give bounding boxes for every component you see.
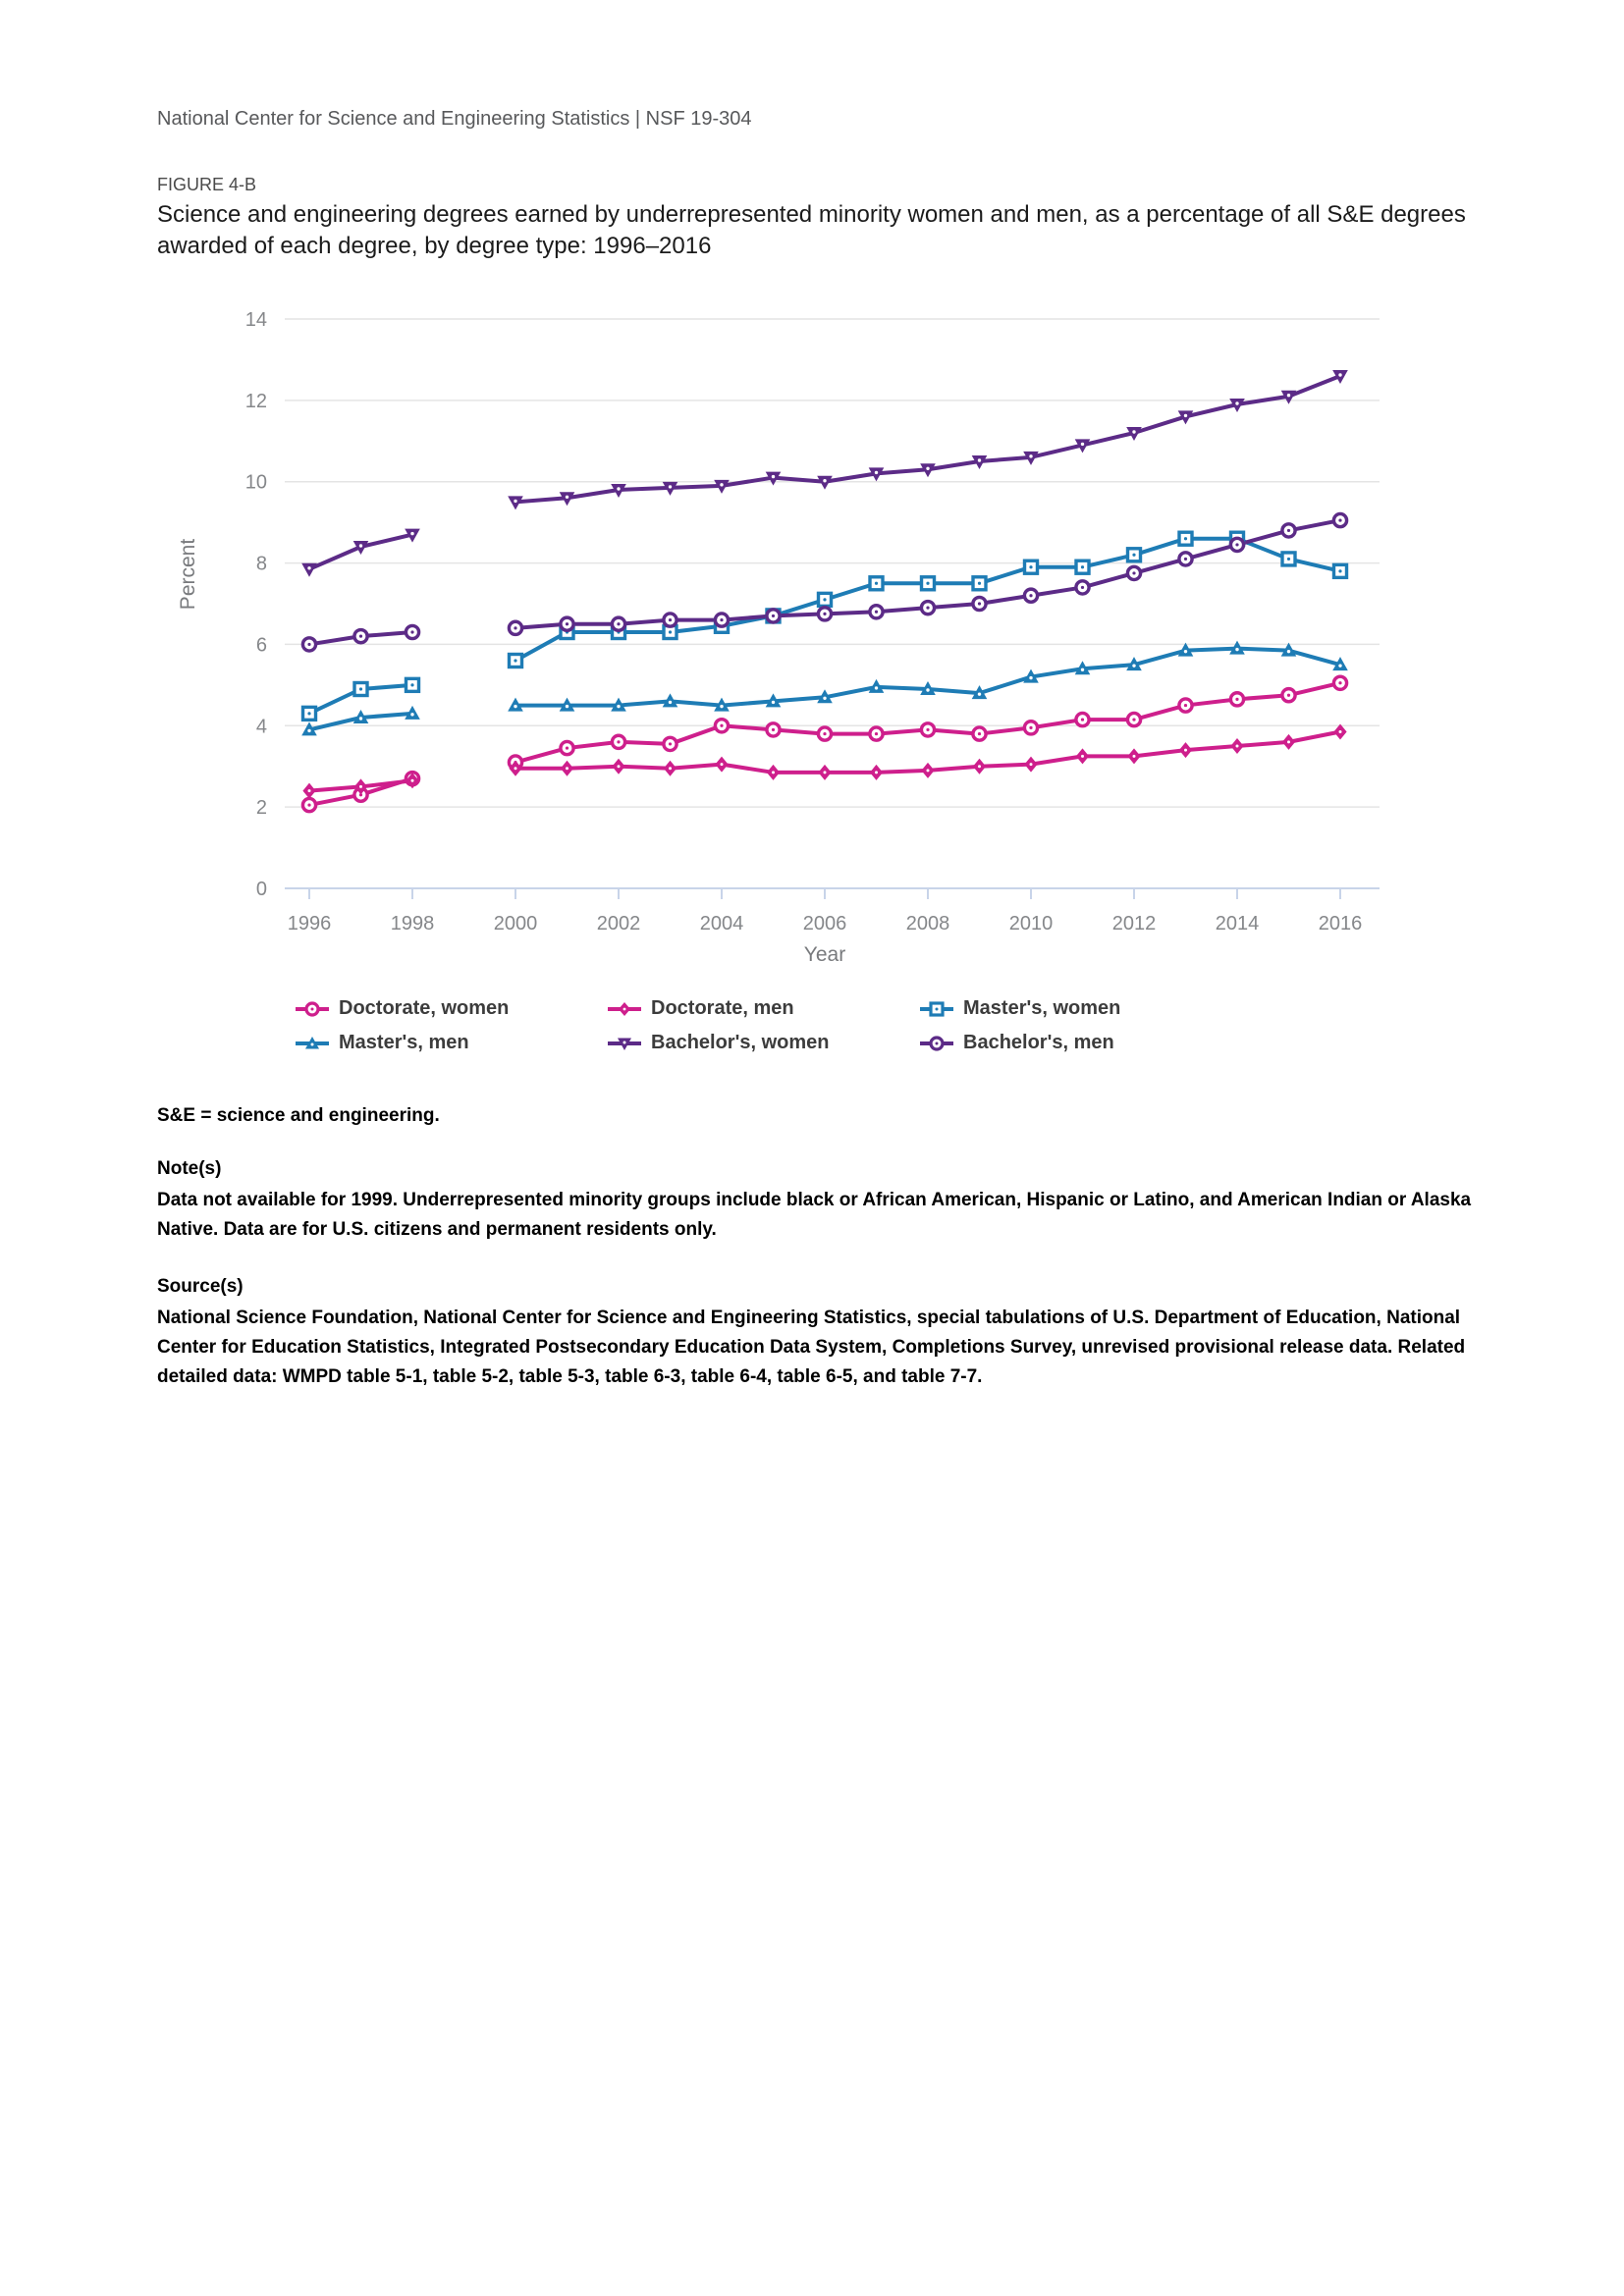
data-point-marker-dot: [669, 630, 672, 633]
data-point-marker-dot: [1132, 718, 1135, 721]
data-point-marker-dot: [823, 598, 826, 601]
data-point-marker-dot: [359, 785, 362, 788]
data-point-marker-dot: [669, 742, 672, 745]
legend-item-bachelor-s-men[interactable]: [919, 1032, 1231, 1054]
report-header: National Center for Science and Engineering Statistics | NSF 19-304: [157, 108, 752, 130]
data-point-marker-dot: [978, 732, 981, 735]
data-point-marker-dot: [926, 728, 929, 731]
figure-label: FIGURE 4-B: [157, 175, 257, 194]
data-point-marker-dot: [926, 467, 929, 470]
data-point-marker-dot: [823, 732, 826, 735]
x-tick-label: 2016: [1318, 913, 1363, 934]
legend-label: Bachelor's, men: [963, 1032, 1114, 1053]
legend-marker-dot: [623, 1041, 626, 1043]
data-point-marker-dot: [359, 687, 362, 690]
data-point-marker-dot: [720, 705, 723, 708]
data-point-marker-dot: [617, 487, 620, 490]
legend-item-master-s-women[interactable]: [919, 997, 1231, 1020]
x-tick-label: 1996: [287, 913, 332, 934]
data-point-marker-dot: [1029, 454, 1032, 457]
data-point-marker-dot: [926, 607, 929, 610]
data-point-marker-dot: [772, 475, 775, 478]
data-point-marker-dot: [1029, 594, 1032, 597]
data-point-marker-dot: [307, 729, 310, 732]
data-point-marker-dot: [1287, 394, 1290, 397]
data-point-marker-dot: [1338, 569, 1341, 572]
data-point-marker-dot: [772, 701, 775, 704]
y-tick-label: 6: [255, 634, 267, 657]
data-point-marker-dot: [1081, 755, 1084, 758]
data-point-marker-dot: [308, 789, 311, 792]
y-axis-title: Percent: [177, 538, 199, 611]
data-point-marker-dot: [772, 728, 775, 731]
data-point-marker-dot: [1081, 668, 1084, 671]
legend-item-bachelor-s-women[interactable]: [607, 1032, 919, 1054]
data-point-marker-dot: [824, 771, 827, 774]
data-point-marker-dot: [617, 705, 620, 708]
data-point-marker-dot: [359, 717, 362, 720]
data-point-marker-dot: [978, 582, 981, 585]
notes-body: Data not available for 1999. Underrepresented minority groups include black or African American, Hispanic or Latino, and American Indian or Alaska Native. Data are for U.S. citizens and permanent residents only.: [157, 1190, 1472, 1240]
x-tick-label: 1998: [390, 913, 435, 934]
data-point-marker-dot: [1287, 740, 1290, 743]
data-point-marker-dot: [1339, 730, 1342, 733]
data-point-marker-dot: [617, 740, 620, 743]
data-point-marker: [301, 563, 317, 577]
data-point-marker-dot: [721, 763, 724, 766]
legend-marker-icon: [919, 999, 954, 1019]
data-point-marker-dot: [1235, 401, 1238, 404]
data-point-marker-dot: [1184, 704, 1187, 707]
data-point-marker-dot: [720, 618, 723, 621]
data-point-marker-dot: [514, 500, 516, 503]
data-point-marker-dot: [566, 746, 568, 749]
data-point-marker-dot: [514, 626, 516, 629]
data-point-marker-dot: [1235, 698, 1238, 701]
data-point-marker-dot: [307, 566, 310, 569]
y-tick-label: 0: [255, 879, 267, 900]
x-axis-title: Year: [803, 943, 846, 966]
data-point-marker-dot: [772, 771, 775, 774]
data-point-marker-dot: [1287, 694, 1290, 697]
data-point-marker-dot: [1184, 558, 1187, 561]
data-point-marker-dot: [1287, 558, 1290, 561]
data-point-marker-dot: [1081, 586, 1084, 589]
x-tick-label: 2010: [1008, 913, 1054, 934]
data-point-marker-dot: [410, 532, 413, 535]
data-point-marker-dot: [978, 602, 981, 605]
y-tick-label: 12: [244, 390, 267, 412]
x-tick-label: 2000: [493, 913, 538, 934]
legend-label: Master's, men: [339, 1032, 469, 1053]
data-point-marker-dot: [926, 688, 929, 691]
data-point-marker-dot: [566, 622, 568, 625]
data-point-marker-dot: [514, 705, 516, 708]
legend-marker-icon: [607, 1034, 642, 1053]
data-point-marker-dot: [926, 582, 929, 585]
chart-legend: [295, 997, 1231, 1054]
data-point-marker-dot: [1132, 571, 1135, 574]
x-tick-label: 2002: [596, 913, 641, 934]
data-point-marker-dot: [927, 769, 930, 772]
source-body: National Science Foundation, National Center for Science and Engineering Statistics, special tabulations of U.S. Department of Education, National Center for Education Statistics, Integrated Postsecondary Education Data System, Completions Survey, unrevised provisional release data. Related detailed data: WMPD table 5-1, table 5-2, table 5-3, table 6-3, table 6-4, table 6-5, and table 7-7.: [157, 1308, 1466, 1387]
data-point-marker-dot: [1184, 537, 1187, 540]
data-point-marker-dot: [1338, 664, 1341, 667]
data-point-marker-dot: [307, 803, 310, 806]
data-point-marker-dot: [978, 765, 981, 768]
legend-label: Doctorate, women: [339, 997, 510, 1019]
legend-marker-icon: [295, 999, 330, 1019]
data-point-marker-dot: [566, 767, 568, 770]
data-point-marker-dot: [1287, 650, 1290, 653]
data-point-marker-dot: [875, 471, 878, 474]
legend-label: Master's, women: [963, 997, 1121, 1019]
data-point-marker-dot: [1184, 749, 1187, 752]
data-point-marker-dot: [875, 686, 878, 689]
data-point-marker-dot: [410, 683, 413, 686]
legend-marker-dot: [311, 1007, 314, 1010]
data-point-marker-dot: [359, 544, 362, 547]
data-point-marker-dot: [566, 705, 568, 708]
data-point-marker-dot: [1081, 565, 1084, 568]
data-point-marker-dot: [720, 724, 723, 727]
data-point-marker-dot: [669, 485, 672, 488]
legend-marker-icon: [919, 1034, 954, 1053]
data-point-marker-dot: [823, 613, 826, 615]
data-point-marker-dot: [1081, 443, 1084, 446]
series-line: [515, 376, 1340, 502]
data-point-marker-dot: [875, 582, 878, 585]
data-point-marker-dot: [1184, 414, 1187, 417]
x-tick-label: 2008: [905, 913, 950, 934]
data-point-marker-dot: [1029, 565, 1032, 568]
data-point-marker-dot: [566, 496, 568, 499]
data-point-marker-dot: [669, 767, 672, 770]
data-point-marker-dot: [410, 713, 413, 716]
data-point-marker-dot: [875, 611, 878, 614]
data-point-marker-dot: [772, 614, 775, 617]
data-point-marker-dot: [1132, 430, 1135, 433]
chart-svg: [147, 294, 1424, 972]
legend-marker-icon: [607, 999, 642, 1019]
legend-label: Bachelor's, women: [651, 1032, 830, 1053]
legend-marker-dot: [623, 1007, 626, 1010]
x-tick-label: 2004: [699, 913, 744, 934]
legend-marker-icon: [295, 1034, 330, 1053]
data-point-marker-dot: [823, 479, 826, 482]
data-point-marker-dot: [1338, 518, 1341, 521]
legend-marker-dot: [311, 1042, 314, 1045]
data-point-marker-dot: [1235, 543, 1238, 546]
data-point-marker-dot: [514, 767, 517, 770]
line-chart: [147, 294, 1424, 972]
data-point-marker-dot: [359, 635, 362, 638]
data-point-marker-dot: [823, 697, 826, 700]
data-point-marker-dot: [1132, 664, 1135, 667]
data-point-marker-dot: [1081, 718, 1084, 721]
y-tick-label: 8: [255, 553, 267, 575]
abbreviation-note: S&E = science and engineering.: [157, 1105, 440, 1126]
figure-title: Science and engineering degrees earned by underrepresented minority women and men, as a percentage of all S&E degrees awarded of each degree, by degree type: 1996–2016: [157, 201, 1466, 259]
data-point-marker-dot: [1029, 676, 1032, 679]
y-tick-label: 14: [244, 309, 267, 331]
legend-label: Doctorate, men: [651, 997, 794, 1019]
data-point-marker-dot: [669, 701, 672, 704]
data-point-marker-dot: [617, 622, 620, 625]
data-point-marker-dot: [875, 771, 878, 774]
data-point-marker-dot: [514, 659, 516, 662]
data-point-marker-dot: [978, 458, 981, 461]
series-line: [515, 649, 1340, 706]
y-tick-label: 10: [244, 471, 267, 494]
data-point-marker-dot: [410, 630, 413, 633]
x-tick-label: 2006: [802, 913, 847, 934]
legend-item-doctorate-men[interactable]: [607, 997, 919, 1020]
data-point-marker-dot: [1236, 745, 1239, 748]
data-point-marker-dot: [411, 779, 414, 782]
data-point-marker-dot: [1184, 650, 1187, 653]
y-tick-label: 4: [255, 716, 267, 738]
data-point-marker-dot: [1235, 648, 1238, 651]
data-point-marker-dot: [618, 765, 621, 768]
x-tick-label: 2012: [1111, 913, 1157, 934]
data-point-marker-dot: [720, 483, 723, 486]
legend-marker-dot: [936, 1041, 939, 1044]
data-point-marker-dot: [1133, 755, 1136, 758]
legend-item-master-s-men[interactable]: [295, 1032, 607, 1054]
data-point-marker-dot: [978, 692, 981, 695]
data-point-marker-dot: [307, 643, 310, 646]
data-point-marker-dot: [1338, 373, 1341, 376]
source-heading: Source(s): [157, 1276, 244, 1297]
legend-marker-dot: [936, 1007, 939, 1010]
data-point-marker-dot: [1030, 763, 1033, 766]
y-tick-label: 2: [255, 797, 267, 820]
data-point-marker-dot: [307, 712, 310, 715]
data-point-marker-dot: [669, 618, 672, 621]
data-point-marker-dot: [1029, 726, 1032, 729]
data-point-marker-dot: [1132, 554, 1135, 557]
x-tick-label: 2014: [1215, 913, 1260, 934]
notes-heading: Note(s): [157, 1158, 222, 1179]
data-point-marker-dot: [875, 732, 878, 735]
data-point-marker-dot: [1287, 529, 1290, 532]
legend-item-doctorate-women[interactable]: [295, 997, 607, 1020]
data-point-marker-dot: [1338, 681, 1341, 684]
